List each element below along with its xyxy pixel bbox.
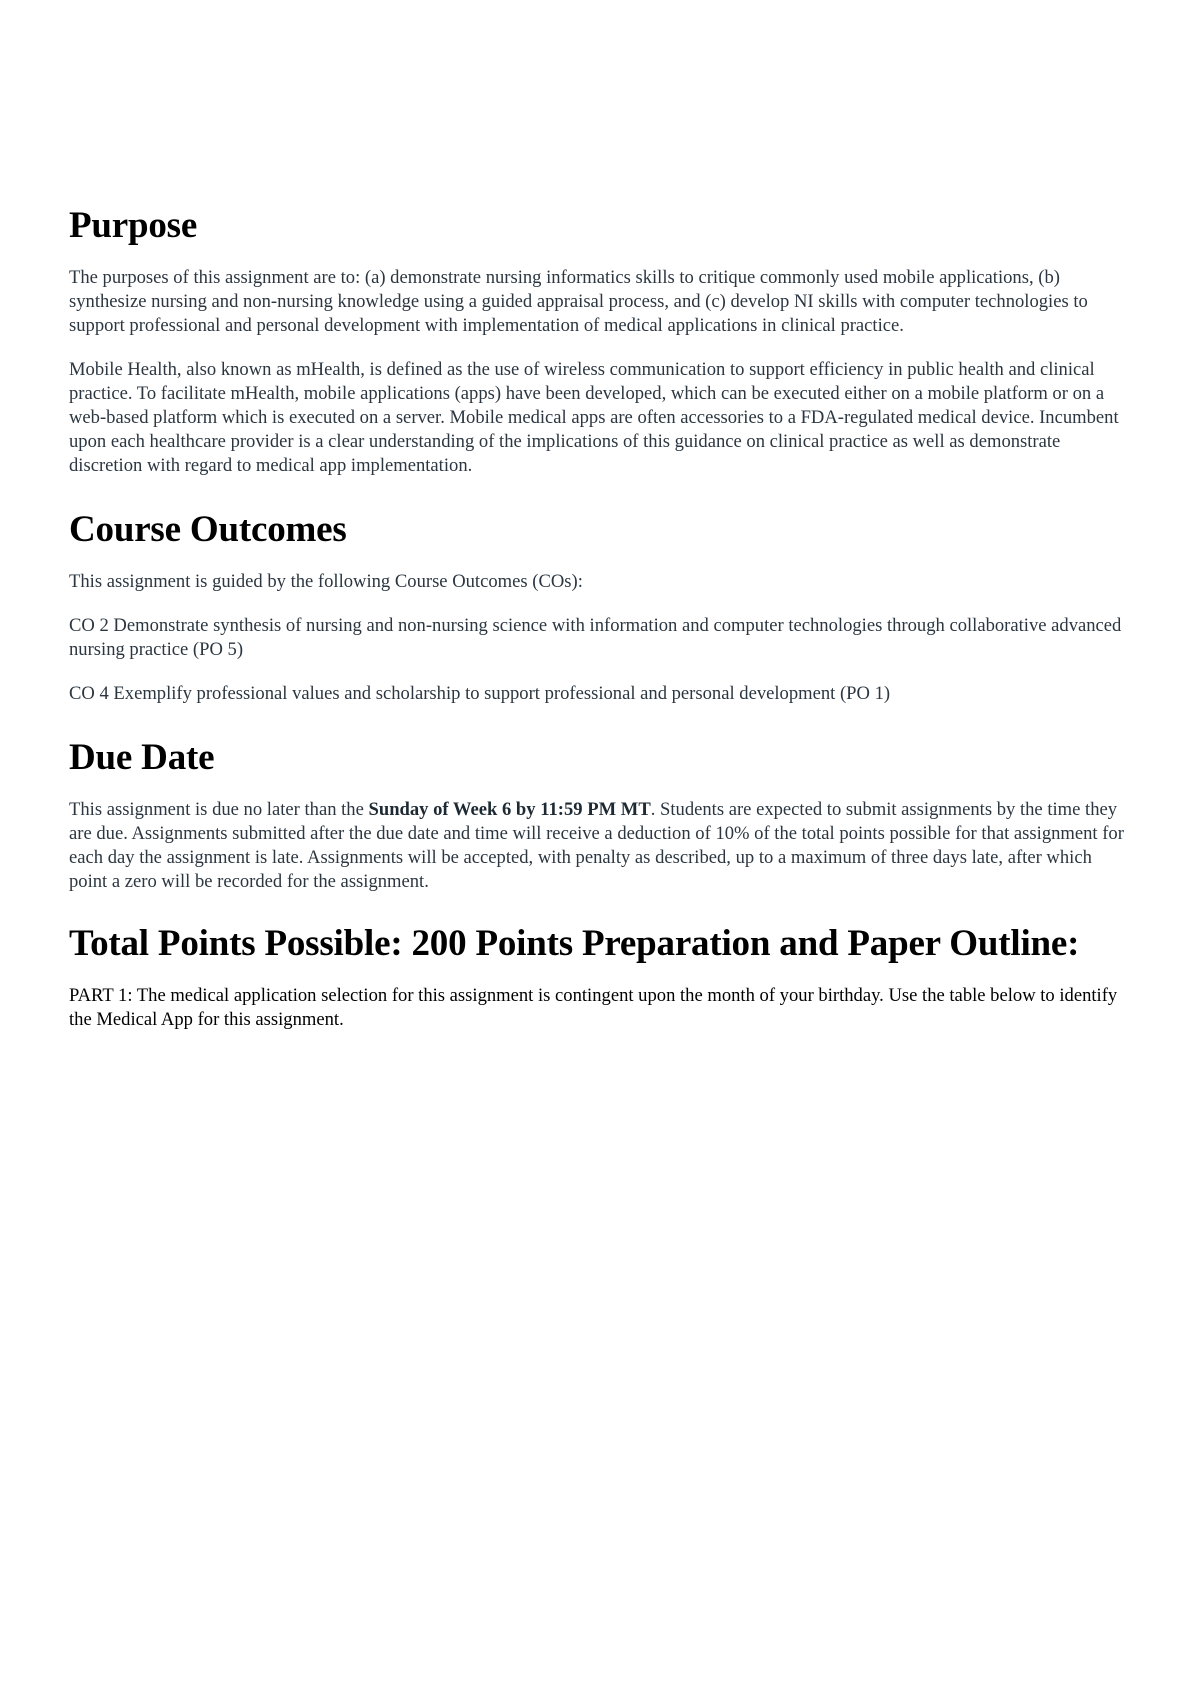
purpose-paragraph-1: The purposes of this assignment are to: (a) demonstrate nursing informatics skills to critique commonly used mobile applications, (b) synthesize nursing and non-nursing knowledge using a guided appraisal process, and (c) develop NI skills with computer technologies to support professional and personal development with implementation of medical applications in clinical practice. xyxy=(69,267,1088,336)
part1-paragraph: PART 1: The medical application selection for this assignment is contingent upon the month of your birthday. Use the table below to identify the Medical App for this assignment. xyxy=(69,985,1118,1030)
course-outcome-co2: CO 2 Demonstrate synthesis of nursing and non-nursing science with information and computer technologies through collaborative advanced nursing practice (PO 5) xyxy=(69,615,1122,660)
due-date-heading: Due Date xyxy=(69,737,215,778)
due-date-emphasis: Sunday of Week 6 by 11:59 PM MT xyxy=(368,799,651,820)
document-page xyxy=(69,204,1131,1052)
course-outcomes-heading: Course Outcomes xyxy=(69,509,347,550)
due-date-lead: This assignment is due no later than the xyxy=(69,799,369,820)
course-outcome-co4: CO 4 Exemplify professional values and scholarship to support professional and personal development (PO 1) xyxy=(69,683,891,704)
total-points-heading: Total Points Possible: 200 Points Preparation and Paper Outline: xyxy=(69,923,1080,964)
due-date-paragraph xyxy=(69,798,1131,894)
purpose-heading: Purpose xyxy=(69,205,198,246)
due-date-rest: . Students are expected to submit assignments by the time they are due. Assignments submitted after the due date and time will receive a deduction of 10% of the total points possible for that assignment for each day the assignment is late. Assignments will be accepted, with penalty as described, up to a maximum of three days late, after which point a zero will be recorded for the assignment. xyxy=(69,799,1124,892)
purpose-paragraph-2: Mobile Health, also known as mHealth, is defined as the use of wireless communication to support efficiency in public health and clinical practice. To facilitate mHealth, mobile applications (apps) have been developed, which can be executed either on a mobile platform or on a web-based platform which is executed on a server. Mobile medical apps are often accessories to a FDA-regulated medical device. Incumbent upon each healthcare provider is a clear understanding of the implications of this guidance on clinical practice as well as demonstrate discretion with regard to medical app implementation. xyxy=(69,359,1119,476)
course-outcomes-intro: This assignment is guided by the following Course Outcomes (COs): xyxy=(69,571,583,592)
